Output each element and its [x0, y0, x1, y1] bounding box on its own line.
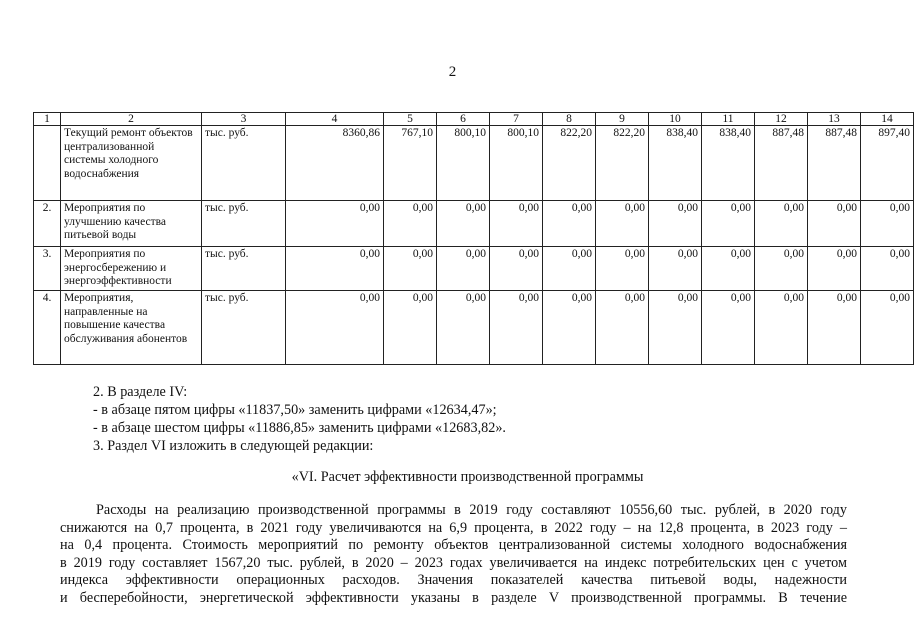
cell-value: 0,00: [596, 201, 649, 247]
paragraph-line: Расходы на реализацию производственной программы в 2019 году составляют 10556,60 тыс. рублей, в 2020 году: [96, 502, 847, 518]
col-header: 11: [702, 113, 755, 126]
cell-value: 0,00: [861, 247, 914, 291]
table-header-row: [34, 113, 914, 126]
cell-value: 0,00: [649, 201, 702, 247]
row-index: 3.: [34, 247, 61, 291]
row-index: 2.: [34, 201, 61, 247]
paragraph-line: индекса эффективности операционных расходов. Значения показателей качества питьевой воды, надежности: [60, 572, 847, 589]
cell-value: 887,48: [755, 126, 808, 201]
col-header: 5: [384, 113, 437, 126]
col-header: 13: [808, 113, 861, 126]
cell-value: 0,00: [490, 247, 543, 291]
col-header: 4: [286, 113, 384, 126]
cell-value: 0,00: [543, 247, 596, 291]
col-header: 12: [755, 113, 808, 126]
cell-value: 0,00: [649, 291, 702, 365]
cell-value: 0,00: [596, 247, 649, 291]
row-unit: тыс. руб.: [202, 247, 286, 291]
cell-value: 0,00: [490, 291, 543, 365]
section-heading: «VI. Расчет эффективности производственной программы: [291, 469, 644, 485]
row-unit: тыс. руб.: [202, 291, 286, 365]
cell-value: 0,00: [861, 201, 914, 247]
col-header: 2: [61, 113, 202, 126]
cell-value: 0,00: [543, 291, 596, 365]
table-row: [34, 247, 914, 291]
cell-value: 0,00: [437, 201, 490, 247]
row-name: Мероприятия по энергосбережению и энергоэффективности: [61, 247, 202, 291]
amendments-block: [93, 383, 858, 455]
cell-value: 0,00: [702, 247, 755, 291]
col-header: 14: [861, 113, 914, 126]
cell-value: 0,00: [702, 201, 755, 247]
col-header: 6: [437, 113, 490, 126]
col-header: 10: [649, 113, 702, 126]
cell-value: 0,00: [286, 201, 384, 247]
cell-value: 0,00: [861, 291, 914, 365]
cell-value: 822,20: [596, 126, 649, 201]
data-table: [33, 112, 914, 365]
page-number: 2: [448, 64, 457, 80]
cell-value: 0,00: [286, 247, 384, 291]
row-unit: тыс. руб.: [202, 201, 286, 247]
col-header: 9: [596, 113, 649, 126]
cell-value: 0,00: [755, 291, 808, 365]
col-header: 1: [34, 113, 61, 126]
paragraph-line: и бесперебойности, энергетической эффективности указаны в разделе V производственной программы. В течение: [60, 589, 847, 606]
paragraph-line: снижаются на 0,7 процента, в 2021 году увеличиваются на 6,9 процента, в 2022 году – на 12,8 процента, в 2023 году –: [60, 519, 847, 536]
cell-value: 0,00: [596, 291, 649, 365]
cell-value: 0,00: [755, 201, 808, 247]
cell-value: 0,00: [490, 201, 543, 247]
row-unit: тыс. руб.: [202, 126, 286, 201]
cell-value: 0,00: [384, 291, 437, 365]
cell-value: 897,40: [861, 126, 914, 201]
cell-value: 0,00: [808, 247, 861, 291]
paragraph-line: в 2019 году составляет 1567,20 тыс. рублей, в 2020 – 2023 годах увеличивается на индекс потребительских цен с учетом: [60, 554, 847, 571]
amendment-line: - в абзаце шестом цифры «11886,85» заменить цифрами «12683,82».: [93, 420, 506, 436]
cell-value: 800,10: [437, 126, 490, 201]
row-name: Мероприятия по улучшению качества питьевой воды: [61, 201, 202, 247]
cell-value: 838,40: [649, 126, 702, 201]
amendment-line: 2. В разделе IV:: [93, 384, 188, 400]
cell-value: 0,00: [384, 201, 437, 247]
cell-value: 0,00: [437, 247, 490, 291]
col-header: 3: [202, 113, 286, 126]
amendment-line: - в абзаце пятом цифры «11837,50» заменить цифрами «12634,47»;: [93, 402, 497, 418]
row-index: [34, 126, 61, 201]
cell-value: 0,00: [808, 201, 861, 247]
cell-value: 800,10: [490, 126, 543, 201]
row-name: Мероприятия, направленные на повышение качества обслуживания абонентов: [61, 291, 202, 365]
cell-value: 0,00: [437, 291, 490, 365]
col-header: 7: [490, 113, 543, 126]
col-header: 8: [543, 113, 596, 126]
cell-value: 822,20: [543, 126, 596, 201]
cell-value: 0,00: [755, 247, 808, 291]
amendment-line: 3. Раздел VI изложить в следующей редакции:: [93, 438, 374, 454]
cell-value: 887,48: [808, 126, 861, 201]
cell-value: 0,00: [384, 247, 437, 291]
cell-value: 767,10: [384, 126, 437, 201]
table-row: [34, 201, 914, 247]
cell-value: 0,00: [808, 291, 861, 365]
section-paragraph: [60, 502, 847, 608]
table-row: [34, 126, 914, 201]
row-name: Текущий ремонт объектов централизованной системы холодного водоснабжения: [61, 126, 202, 201]
cell-value: 8360,86: [286, 126, 384, 201]
cell-value: 838,40: [702, 126, 755, 201]
cell-value: 0,00: [649, 247, 702, 291]
cell-value: 0,00: [286, 291, 384, 365]
row-index: 4.: [34, 291, 61, 365]
cell-value: 0,00: [702, 291, 755, 365]
cell-value: 0,00: [543, 201, 596, 247]
paragraph-line: на 0,4 процента. Стоимость мероприятий по ремонту объектов централизованной системы холодного водоснабжения: [60, 537, 847, 554]
table-row: [34, 291, 914, 365]
